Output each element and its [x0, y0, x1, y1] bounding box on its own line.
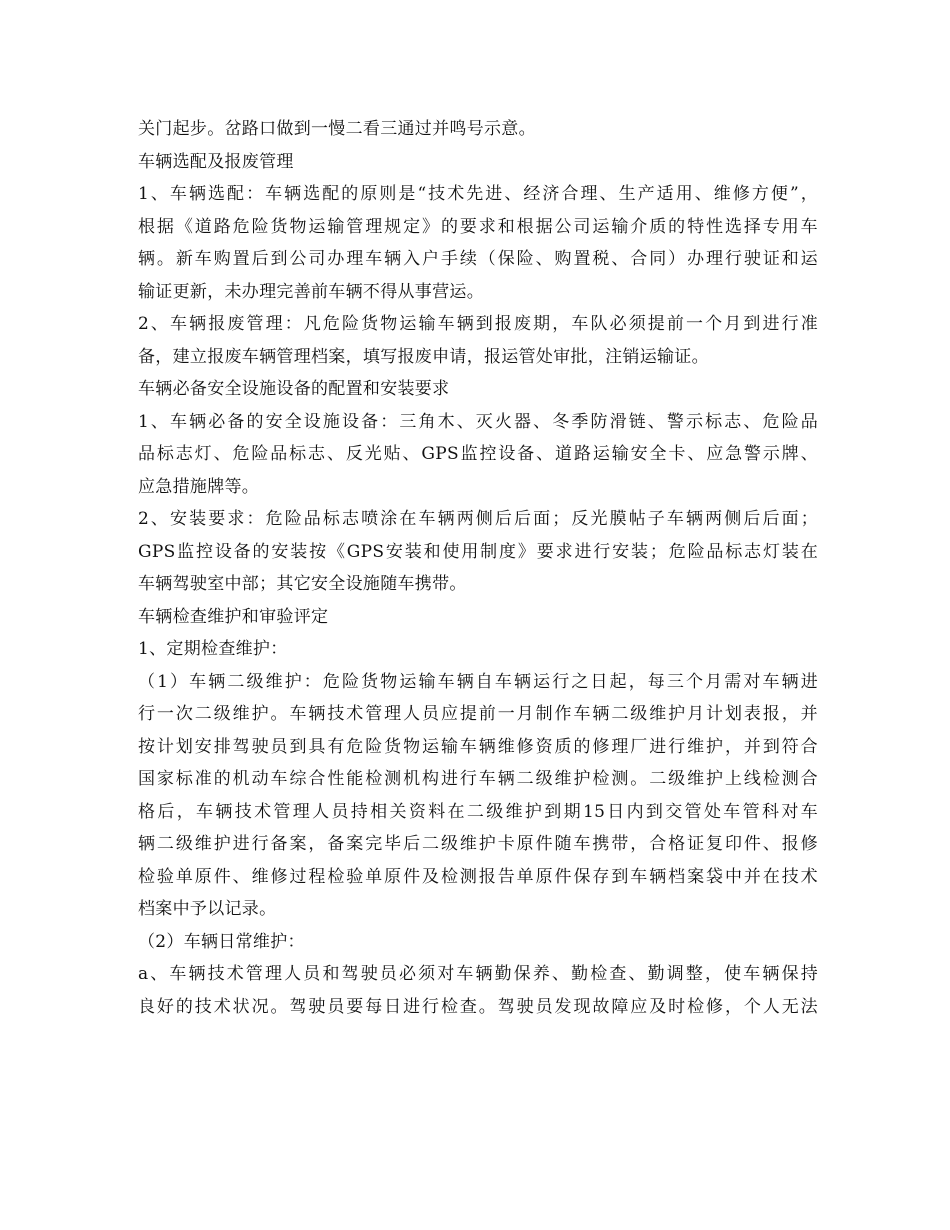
- text-line: 辆二级维护进行备案，备案完毕后二级维护卡原件随车携带，合格证复印件、报修: [138, 834, 818, 854]
- text-line: 辆。新车购置后到公司办理车辆入户手续（保险、购置税、合同）办理行驶证和运: [138, 249, 818, 269]
- text-line: 根据《道路危险货物运输管理规定》的要求和根据公司运输介质的特性选择专用车: [138, 216, 818, 237]
- text-line: 1、车辆必备的安全设施设备：三角木、灭火器、冬季防滑链、警示标志、危险品: [138, 411, 818, 432]
- text-line: 格后，车辆技术管理人员持相关资料在二级维护到期15日内到交管处车管科对车: [138, 801, 818, 822]
- text-line: 品标志灯、危险品标志、反光贴、GPS监控设备、道路运输安全卡、应急警示牌、: [138, 444, 818, 464]
- text-line: 输证更新，未办理完善前车辆不得从事营运。: [138, 281, 484, 302]
- section-heading: 车辆检查维护和审验评定: [138, 606, 329, 627]
- document-page: [138, 113, 818, 1023]
- text-line: 车辆驾驶室中部；其它安全设施随车携带。: [138, 574, 467, 594]
- section-heading: 车辆选配及报废管理: [138, 151, 294, 172]
- text-line: 1、定期检查维护：: [138, 639, 288, 659]
- text-line: 检验单原件、维修过程检验单原件及检测报告单原件保存到车辆档案袋中并在技术: [138, 866, 818, 887]
- text-line: （1）车辆二级维护：危险货物运输车辆自车辆运行之日起，每三个月需对车辆进: [138, 671, 818, 692]
- text-line: 国家标准的机动车综合性能检测机构进行车辆二级维护检测。二级维护上线检测合: [138, 769, 818, 789]
- text-line: 备，建立报废车辆管理档案，填写报废申请，报运管处审批，注销运输证。: [138, 346, 709, 367]
- text-line: 2、安装要求：危险品标志喷涂在车辆两侧后后面；反光膜帖子车辆两侧后后面；: [138, 509, 818, 529]
- section-heading: 车辆必备安全设施设备的配置和安装要求: [138, 379, 450, 399]
- text-line: 1、车辆选配：车辆选配的原则是“技术先进、经济合理、生产适用、维修方便”，: [138, 184, 818, 204]
- text-line: 按计划安排驾驶员到具有危险货物运输车辆维修资质的修理厂进行维护，并到符合: [138, 736, 818, 757]
- text-line: 档案中予以记录。: [138, 899, 277, 919]
- text-line: 应急措施牌等。: [138, 476, 260, 497]
- text-line: 关门起步。岔路口做到一慢二看三通过并鸣号示意。: [138, 119, 536, 139]
- text-line: （2）车辆日常维护：: [138, 931, 305, 952]
- text-line: 2、车辆报废管理：凡危险货物运输车辆到报废期，车队必须提前一个月到进行准: [138, 314, 818, 334]
- text-line: 良好的技术状况。驾驶员要每日进行检查。驾驶员发现故障应及时检修，个人无法: [138, 996, 818, 1017]
- text-line: 行一次二级维护。车辆技术管理人员应提前一月制作车辆二级维护月计划表报，并: [138, 704, 818, 724]
- text-line: GPS监控设备的安装按《GPS安装和使用制度》要求进行安装；危险品标志灯装在: [138, 541, 818, 562]
- text-line: a、车辆技术管理人员和驾驶员必须对车辆勤保养、勤检查、勤调整，使车辆保持: [138, 964, 818, 984]
